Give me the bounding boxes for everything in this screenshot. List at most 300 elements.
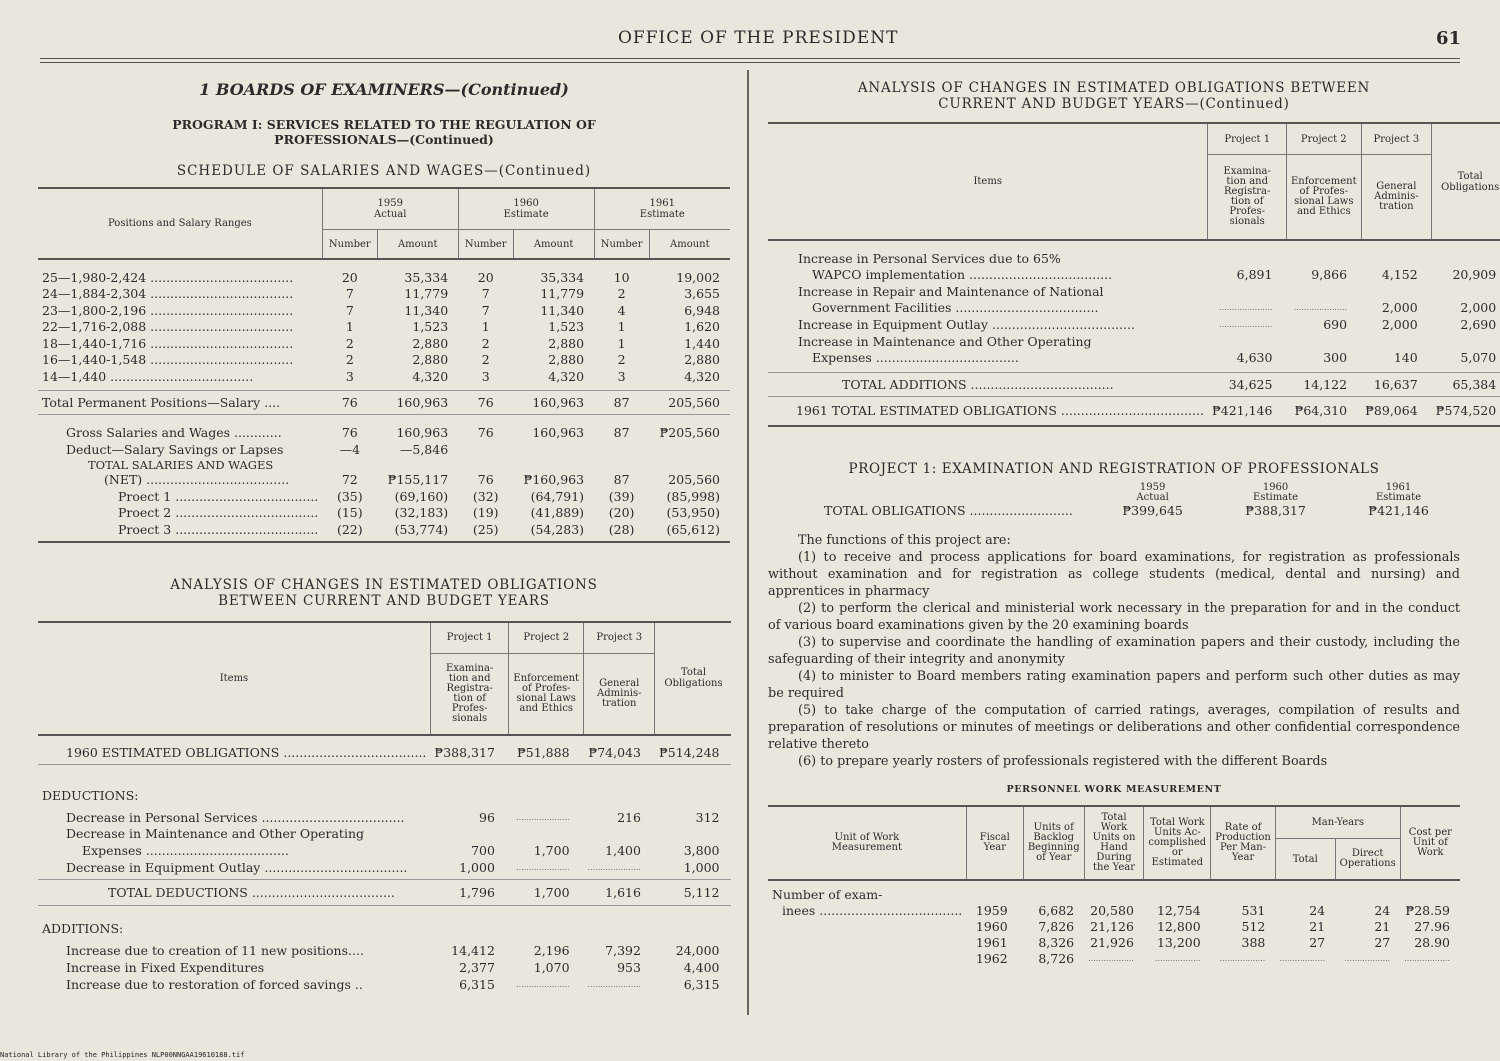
- estimated-1961-row-value: ₱64,310: [1294, 402, 1348, 418]
- deduction-row-value: .....................: [587, 862, 641, 872]
- spacer: [38, 415, 730, 425]
- table-end: [38, 538, 730, 542]
- project-row-label-text: Proect 1: [118, 488, 172, 504]
- deduct-row-number: [458, 441, 513, 458]
- col-positions: Positions and Salary Ranges: [38, 188, 322, 259]
- project-1-desc: Examina- tion and Registra- tion of Profes- sionals: [1208, 155, 1287, 241]
- salary-row-amount: 6,948: [684, 302, 720, 318]
- pwm-cell: 12,800: [1156, 918, 1201, 934]
- col-number: Number: [322, 230, 377, 260]
- addition-row-label-text: Government Facilities: [812, 300, 952, 315]
- addition-row-value: 2,196: [533, 942, 570, 958]
- leader-dots: ....................................: [987, 317, 1135, 332]
- addition-row-value: 2,000: [1381, 300, 1418, 315]
- analysis-table-right: [768, 122, 1500, 427]
- project-row-amount: (41,889): [530, 505, 585, 521]
- deduction-row-label: [38, 809, 430, 826]
- spacer-cell: [509, 826, 584, 842]
- salary-row-amount: 3,655: [684, 286, 720, 302]
- pwm-unit-line1: [768, 880, 1460, 902]
- leader-dots: ....................................: [951, 300, 1099, 315]
- salary-row-label-text: 23—1,800-2,196: [42, 302, 147, 318]
- pwm-cell: 388: [1241, 934, 1266, 950]
- function-paragraph: (5) to take charge of the computation of carried ratings, averages, compilation of results and preparation of resolutions or minutes of meetings or deliberations and other confidential correspondence relative thereto: [768, 703, 1460, 752]
- pwm-header: Total Work Units Ac- complished or Estimated: [1144, 806, 1211, 880]
- project-row-number: (15): [336, 505, 363, 521]
- pwm-cell: 1959: [975, 902, 1008, 918]
- spacer-cell: [1361, 333, 1432, 349]
- project-2-desc: Enforcement of Profes- sional Laws and Ethics: [509, 653, 584, 735]
- total-deductions-row-value: 1,700: [533, 885, 570, 900]
- addition-row-value: 4,630: [1236, 350, 1273, 365]
- salary-row-label: [38, 302, 322, 319]
- salary-row-number: 7: [481, 286, 490, 302]
- pwm-cell: 8,326: [1038, 934, 1075, 950]
- estimated-1960-row-value: ₱74,043: [588, 744, 641, 760]
- total-obligations-1960: ₱388,317: [1245, 503, 1306, 518]
- addition-row-value: 953: [617, 959, 641, 975]
- salary-table: [38, 187, 730, 543]
- pwm-header: Unit of Work Measurement: [768, 806, 966, 880]
- addition-row-value: 6,315: [459, 976, 495, 992]
- addition-row-value: 1,070: [533, 959, 570, 975]
- salary-row-number: 1: [345, 319, 354, 335]
- salary-row-amount: 19,002: [676, 269, 720, 285]
- total-additions-row-label: [768, 372, 1208, 396]
- year-1961: 1961 Estimate: [1376, 482, 1422, 503]
- total-deductions-row-value: 1,796: [459, 885, 495, 900]
- col-project-2: Project 2: [509, 622, 584, 654]
- addition-row-label-line1: Increase in Personal Services due to 65%: [798, 250, 1061, 266]
- leader-dots: ....................................: [146, 319, 294, 335]
- addition-row-value: 24,000: [675, 942, 720, 958]
- deduction-row-label-text: Decrease in Equipment Outlay: [66, 859, 261, 875]
- pwm-cell: 28.90: [1414, 934, 1450, 950]
- addition-row-value: 2,377: [459, 959, 495, 975]
- section-title: 1 BOARDS OF EXAMINERS—(Continued): [199, 80, 569, 99]
- deduction-row: [38, 859, 731, 876]
- deduct-row-amount: [513, 441, 594, 458]
- pwm-header: Rate of Production Per Man- Year: [1211, 806, 1276, 880]
- total-deductions-row-label: [38, 880, 430, 906]
- salary-row-amount: 11,779: [404, 286, 449, 302]
- total-sw-row: [38, 472, 730, 489]
- addition-row-value: 2,690: [1460, 317, 1497, 332]
- spacer-cell: [768, 934, 966, 950]
- header-rule: [40, 58, 1460, 59]
- salary-row-number: 7: [481, 302, 490, 318]
- project-row: [38, 521, 730, 538]
- spacer-cell: [1335, 880, 1400, 902]
- total-additions-row-value: 34,625: [1228, 376, 1273, 392]
- function-paragraph: (2) to perform the clerical and ministerial work necessary in the preparation for and in the conduct of various board examinations given by the 20 examining boards: [768, 601, 1460, 633]
- deduction-row-label-line1: Decrease in Maintenance and Other Operating: [66, 826, 364, 841]
- addition-row-value: .....................: [1219, 303, 1273, 312]
- col-1959: 1959 Actual: [322, 188, 458, 230]
- total-additions-row-label-text: TOTAL ADDITIONS: [842, 376, 967, 392]
- total-permanent-row-amount: 160,963: [532, 395, 585, 410]
- page-number: 61: [1436, 28, 1462, 49]
- salary-row: [38, 319, 730, 336]
- addition-row-label: [768, 299, 1208, 316]
- total-permanent-row-amount: 160,963: [396, 395, 449, 410]
- addition-row-value: 4,400: [683, 959, 720, 975]
- deductions-heading: [38, 769, 731, 803]
- year-1959: 1959 Actual: [1136, 482, 1169, 503]
- addition-row-label: [768, 349, 1208, 366]
- salary-row-amount: 2,880: [548, 335, 585, 351]
- spacer-cell: [584, 826, 655, 842]
- gross-salaries-row: [38, 425, 730, 442]
- deduct-row-label-text: Deduct—Salary Savings or Lapses: [66, 441, 284, 457]
- salary-row-number: 2: [345, 335, 354, 351]
- salary-row-amount: 2,880: [412, 352, 449, 368]
- salary-row-amount: 11,340: [540, 302, 585, 318]
- col-amount: Amount: [513, 230, 594, 260]
- spacer-cell: [509, 769, 584, 803]
- spacer-cell: [1432, 283, 1500, 299]
- addition-row-line1: [768, 283, 1500, 299]
- pwm-cell: 21: [1374, 918, 1391, 934]
- deduction-row-value: .....................: [516, 862, 570, 872]
- addition-row-value: 20,909: [1452, 267, 1497, 282]
- deduction-row-value: 1,700: [533, 842, 570, 858]
- unit-label-line1: Number of exam-: [772, 887, 883, 902]
- col-total: Total Obligations: [655, 622, 732, 735]
- leader-dots: ....................................: [260, 859, 408, 875]
- salary-row-number: 2: [481, 352, 490, 368]
- pwm-cell: 20,580: [1090, 902, 1134, 918]
- salary-row-number: 2: [345, 352, 354, 368]
- addition-row-label-line1: Increase in Maintenance and Other Operating: [798, 333, 1092, 349]
- leader-dots: ....................................: [146, 269, 294, 285]
- total-deductions-row-value: 1,616: [605, 885, 641, 900]
- total-additions-row-value: 16,637: [1373, 376, 1418, 392]
- salary-row-label-text: 18—1,440-1,716: [42, 335, 147, 351]
- salary-row-amount: 2,880: [548, 352, 585, 368]
- pwm-row: [768, 918, 1460, 934]
- project-row-number: (32): [472, 488, 499, 504]
- deduction-row-label: [38, 842, 430, 859]
- spacer-cell: [584, 769, 655, 803]
- addition-row: [38, 976, 731, 993]
- salary-row-amount: 2,880: [684, 352, 720, 368]
- spacer-cell: [649, 458, 730, 472]
- project-1-desc: Examina- tion and Registra- tion of Profes- sionals: [430, 653, 509, 735]
- gross-salaries-row-number: 76: [477, 425, 494, 441]
- addition-row-value: 140: [1393, 350, 1418, 365]
- total-permanent-row-label-text: Total Permanent Positions—Salary ....: [42, 395, 281, 410]
- salary-row-amount: 1,523: [548, 319, 585, 335]
- spacer-cell: [1432, 333, 1500, 349]
- deduction-row-value: 700: [471, 842, 495, 858]
- pwm-header: Man-Years: [1275, 806, 1400, 839]
- column-divider: [747, 70, 749, 1015]
- gross-salaries-row-amount: ₱205,560: [659, 425, 720, 441]
- addition-row-value: 300: [1323, 350, 1348, 365]
- salary-row-label: [38, 319, 322, 336]
- additions-label: ADDITIONS:: [42, 920, 124, 936]
- salary-row-number: 1: [481, 319, 490, 335]
- total-sw-row-label-text: (NET): [104, 472, 143, 488]
- spacer-cell: [1286, 283, 1361, 299]
- deduct-row-number: [594, 441, 649, 458]
- leader-dots: ....................................: [171, 521, 319, 537]
- total-additions-row-value: 65,384: [1452, 376, 1497, 392]
- spacer-cell: [1144, 880, 1211, 902]
- addition-row: [768, 316, 1500, 333]
- personnel-work-measurement-table: [768, 805, 1460, 966]
- spacer-cell: [1400, 880, 1460, 902]
- col-amount: Amount: [377, 230, 458, 260]
- project-row-amount: (64,791): [530, 488, 585, 504]
- project-row-amount: (69,160): [394, 488, 449, 504]
- function-paragraph: (6) to prepare yearly rosters of professionals registered with the different Boards: [798, 754, 1328, 769]
- gross-salaries-row-number: 76: [341, 425, 358, 441]
- addition-row-label-text: Increase in Fixed Expenditures: [66, 959, 265, 975]
- project-row-number: (35): [336, 488, 363, 504]
- leader-dots: ....................................: [146, 335, 294, 351]
- program-title-cont: PROFESSIONALS—(Continued): [274, 132, 494, 147]
- col-project-2: Project 2: [1286, 123, 1361, 155]
- leader-dots: ....................................: [965, 267, 1113, 282]
- estimated-1961-row-value: ₱421,146: [1211, 402, 1273, 418]
- total-sw-row-amount: ₱155,117: [387, 472, 449, 488]
- analysis-title-right: ANALYSIS OF CHANGES IN ESTIMATED OBLIGATIONS BETWEEN: [857, 80, 1371, 96]
- pwm-cell: 531: [1241, 902, 1266, 918]
- col-project-1: Project 1: [430, 622, 509, 654]
- project-row-label-text: Proect 3: [118, 521, 172, 537]
- spacer-cell: [584, 910, 655, 936]
- project-row-amount: (32,183): [394, 505, 449, 521]
- col-items: Items: [768, 123, 1208, 240]
- salary-row-number: 1: [617, 319, 626, 335]
- pwm-cell: 24: [1374, 902, 1391, 918]
- function-paragraph: (4) to minister to Board members rating examination papers and perform such other duties as may be required: [768, 669, 1460, 701]
- estimated-1960-row-label-text: 1960 ESTIMATED OBLIGATIONS: [66, 744, 280, 760]
- deduction-row-value: 1,000: [683, 859, 720, 875]
- pwm-cell: 21,126: [1090, 918, 1134, 934]
- spacer-cell: [966, 880, 1023, 902]
- leader-dots: ....................................: [171, 488, 319, 504]
- project-row-label: [38, 505, 322, 522]
- pwm-cell: 8,726: [1038, 950, 1075, 966]
- deduction-row: [38, 809, 731, 826]
- total-sw-line1: TOTAL SALARIES AND WAGES: [88, 457, 274, 472]
- pwm-cell: ..................: [1219, 953, 1266, 963]
- addition-row-value: 6,315: [683, 976, 720, 992]
- addition-row-label: [38, 959, 430, 976]
- salary-row-number: 3: [345, 368, 354, 384]
- deduction-row-label-text: Decrease in Personal Services: [66, 809, 258, 825]
- deduction-row: [38, 842, 731, 859]
- leader-dots: ....................................: [966, 376, 1114, 392]
- spacer-cell: [430, 826, 509, 842]
- pwm-cell: 12,754: [1156, 902, 1201, 918]
- project-row-number: (39): [608, 488, 635, 504]
- total-permanent-row-number: 76: [341, 395, 358, 410]
- col-items: Items: [38, 622, 430, 735]
- pwm-header: Total Work Units on Hand During the Year: [1084, 806, 1144, 880]
- total-permanent-row-label: [38, 391, 322, 415]
- total-deductions-row-label-text: TOTAL DEDUCTIONS: [108, 885, 248, 900]
- total-additions-row-value: 14,122: [1303, 376, 1348, 392]
- addition-row-label-text: Increase due to creation of 11 new positions....: [66, 942, 364, 958]
- salary-row: [38, 335, 730, 352]
- pwm-cell: ..................: [1404, 953, 1450, 963]
- salary-row-amount: 11,779: [540, 286, 585, 302]
- salary-row-number: 2: [481, 335, 490, 351]
- estimated-1961-row-label-text: 1961 TOTAL ESTIMATED OBLIGATIONS: [796, 402, 1057, 418]
- col-amount: Amount: [670, 238, 710, 250]
- pwm-cell: 21,926: [1090, 934, 1134, 950]
- table-end: [768, 422, 1500, 426]
- pwm-cell: 21: [1309, 918, 1326, 934]
- salary-row-number: 20: [341, 269, 358, 285]
- spacer-cell: [1084, 880, 1144, 902]
- salary-row-amount: 1,523: [412, 319, 449, 335]
- leader-dots: ....................................: [1056, 402, 1204, 418]
- year-1960: 1960 Estimate: [1253, 482, 1299, 503]
- total-sw-row-amount: 205,560: [668, 472, 720, 488]
- salary-row: [38, 286, 730, 303]
- total-sw-row-number: 87: [613, 472, 630, 488]
- addition-row-value: 9,866: [1311, 267, 1348, 282]
- leader-dots: ....................................: [141, 842, 289, 858]
- leader-dots: ....................................: [146, 352, 294, 368]
- col-project-3: Project 3: [1361, 123, 1432, 155]
- spacer-cell: [655, 769, 732, 803]
- total-sw-line: [38, 458, 730, 472]
- gross-salaries-row-amount: 160,963: [532, 425, 585, 441]
- total-sw-row-number: 76: [477, 472, 494, 488]
- spacer-cell: [509, 910, 584, 936]
- pwm-cell: 512: [1241, 918, 1266, 934]
- pwm-cell: ..................: [1088, 953, 1134, 963]
- addition-row-label-text: WAPCO implementation: [812, 267, 966, 282]
- pwm-row: [768, 934, 1460, 950]
- salary-row-number: 4: [617, 302, 626, 318]
- addition-row-label-text: Expenses: [812, 350, 872, 365]
- leader-dots: ....................................: [279, 744, 427, 760]
- total-additions-row: [768, 372, 1500, 396]
- salary-row-amount: 35,334: [540, 269, 585, 285]
- pwm-header: Cost per Unit of Work: [1400, 806, 1460, 880]
- addition-row-value: .....................: [587, 979, 641, 989]
- project-title: PROJECT 1: EXAMINATION AND REGISTRATION OF PROFESSIONALS: [848, 461, 1380, 477]
- salary-row-amount: 11,340: [404, 302, 449, 318]
- col-total: Total Obligations: [1432, 123, 1500, 240]
- salary-row-number: 1: [617, 335, 626, 351]
- function-paragraph: (1) to receive and process applications for board examinations, for registration as professionals without examination and for registration as college students (medical, dental and nursing) and apprentices in pharmacy: [768, 550, 1460, 599]
- unit-label-text: inees: [782, 902, 816, 918]
- gross-salaries-row-number: 87: [613, 425, 630, 441]
- pwm-cell: 1960: [975, 918, 1008, 934]
- spacer-cell: [1432, 250, 1500, 266]
- project-row-amount: (65,612): [666, 521, 720, 537]
- leader-dots: ....................................: [171, 505, 319, 521]
- estimated-1961-row-value: ₱89,064: [1365, 402, 1418, 418]
- leader-dots: ....................................: [815, 902, 963, 918]
- salary-row-label: [38, 286, 322, 303]
- total-obligations-text: TOTAL OBLIGATIONS: [824, 503, 966, 518]
- project-row-label: [38, 521, 322, 538]
- col-1961: 1961 Estimate: [594, 188, 730, 230]
- salary-row-number: 2: [617, 352, 626, 368]
- right-column: [768, 80, 1500, 966]
- estimated-1960-row-value: ₱514,248: [658, 744, 720, 760]
- deduct-row-amount: [649, 441, 730, 458]
- man-years-total: Total: [1275, 839, 1335, 880]
- addition-row-value: 6,891: [1236, 267, 1273, 282]
- deduct-row-number: —4: [339, 441, 361, 457]
- total-sw-row-label: [38, 472, 322, 489]
- spacer-cell: [1275, 880, 1335, 902]
- spacer-cell: [1208, 250, 1287, 266]
- salary-row-number: 20: [477, 269, 494, 285]
- project-3-desc: General Adminis- tration: [1361, 155, 1432, 241]
- spacer-cell: [1286, 333, 1361, 349]
- spacer-cell: [322, 458, 377, 472]
- salary-row-number: 7: [345, 286, 354, 302]
- addition-row-label: [38, 976, 430, 993]
- pwm-row: [768, 950, 1460, 966]
- addition-row-line1: [768, 333, 1500, 349]
- salary-row-amount: 4,320: [684, 368, 720, 384]
- program-title: PROGRAM I: SERVICES RELATED TO THE REGULATION OF: [172, 117, 596, 132]
- col-number: Number: [458, 230, 513, 260]
- pwm-title: PERSONNEL WORK MEASUREMENT: [1006, 784, 1222, 795]
- estimated-1960-row: [38, 741, 731, 765]
- total-permanent-row: [38, 391, 730, 415]
- total-obligations-label: TOTAL OBLIGATIONS ..........................: [824, 503, 1073, 518]
- salary-row-label-text: 24—1,884-2,304: [42, 286, 147, 302]
- schedule-title: SCHEDULE OF SALARIES AND WAGES—(Continued): [176, 163, 592, 179]
- gross-salaries-row-label: [38, 425, 322, 442]
- pwm-cell: 1961: [975, 934, 1008, 950]
- addition-row: [768, 266, 1500, 283]
- project-row-amount: (85,998): [666, 488, 720, 504]
- gross-salaries-row-label-text: Gross Salaries and Wages ............: [66, 425, 282, 441]
- addition-row-value: .....................: [1219, 320, 1273, 329]
- deductions-label: DEDUCTIONS:: [42, 787, 139, 803]
- addition-row: [768, 349, 1500, 366]
- salary-row-amount: 4,320: [412, 368, 449, 384]
- leader-dots: ....................................: [247, 885, 395, 900]
- spacer-cell: [1023, 880, 1084, 902]
- addition-row: [38, 942, 731, 959]
- leader-dots: ....................................: [142, 472, 290, 488]
- project-row: [38, 505, 730, 522]
- salary-row-label: [38, 352, 322, 369]
- addition-row-value: 690: [1323, 317, 1348, 332]
- total-sw-row-amount: ₱160,963: [523, 472, 585, 488]
- addition-row-label: [38, 942, 430, 959]
- deduction-row-label: [38, 859, 430, 876]
- deduction-row-line1: [38, 826, 731, 842]
- addition-row-value: 2,000: [1381, 317, 1418, 332]
- salary-row-number: 3: [617, 368, 626, 384]
- addition-row-line1: [768, 250, 1500, 266]
- spacer-cell: [655, 910, 732, 936]
- salary-row-amount: 35,334: [404, 269, 449, 285]
- left-column: [38, 80, 730, 993]
- analysis-title: ANALYSIS OF CHANGES IN ESTIMATED OBLIGATIONS: [170, 576, 598, 593]
- project-2-desc: Enforcement of Profes- sional Laws and Ethics: [1286, 155, 1361, 241]
- total-obligations-1961: ₱421,146: [1368, 503, 1429, 518]
- estimated-1961-row-value: ₱574,520: [1435, 402, 1497, 418]
- project-row-amount: (54,283): [530, 521, 585, 537]
